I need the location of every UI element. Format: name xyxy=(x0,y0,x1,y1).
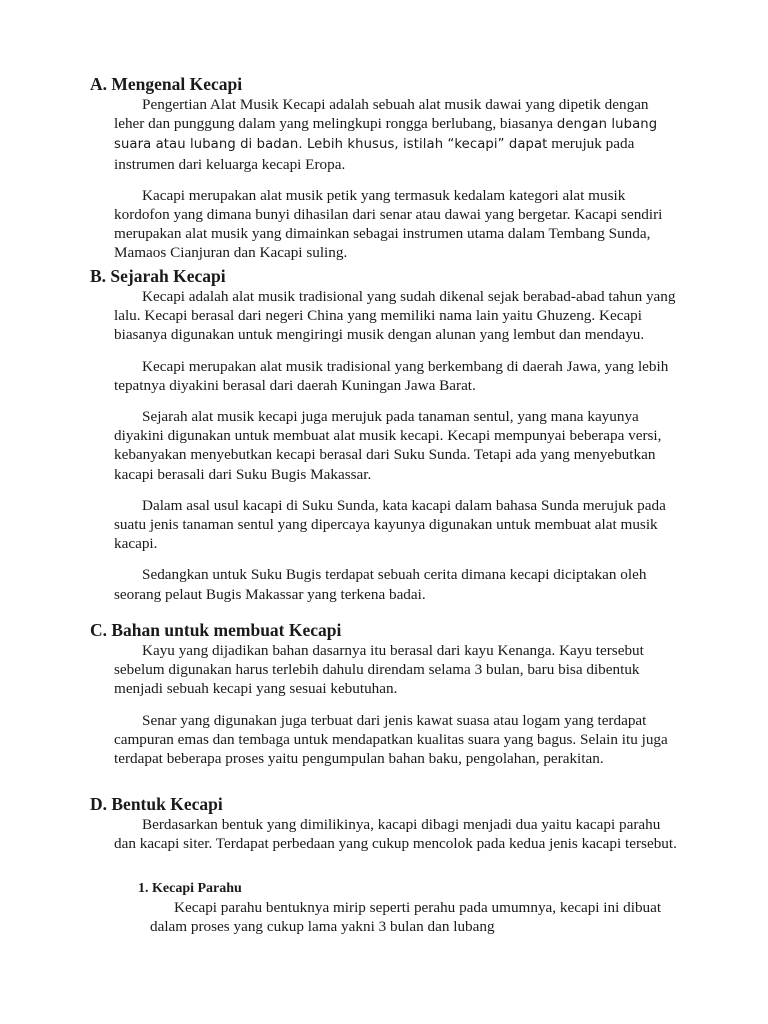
paragraph-b3: Sejarah alat musik kecapi juga merujuk pada tanaman sentul, yang mana kayunya diyakini digunakan untuk membuat alat musik kecapi. Kecapi mempunyai beberapa versi, kebanyakan menyebutkan kecapi berasal dari Suku Sunda. Tetapi ada yang menyebutkan kacapi berasali dari Suku Bugis Makassar. xyxy=(114,408,662,483)
paragraph-d1-sub: Kecapi parahu bentuknya mirip seperti perahu pada umumnya, kecapi ini dibuat dalam proses yang cukup lama yakni 3 bulan dan lubang xyxy=(150,899,662,936)
section-heading-d: D. Bentuk Kecapi xyxy=(90,794,223,814)
section-a xyxy=(90,73,680,263)
section-c xyxy=(90,619,680,768)
paragraph-b1: Kecapi adalah alat musik tradisional yang sudah dikenal sejak berabad-abad tahun yang lalu. Kecapi berasal dari negeri China yang memiliki nama lain yaitu Ghuzeng. Kecapi biasanya digunakan untuk mengiringi musik dengan alunan yang lembut dan mendayu. xyxy=(114,288,676,344)
paragraph-a1-line3: dengan lubang suara atau lubang di badan. Lebih khusus, istilah “kecapi” dapat xyxy=(114,117,658,153)
section-d xyxy=(90,793,680,853)
subsection-d1 xyxy=(138,880,688,936)
paragraph-a1-line4: merujuk pada instrumen dari keluarga kecapi Eropa. xyxy=(114,135,635,173)
paragraph-b2: Kecapi merupakan alat musik tradisional yang berkembang di daerah Jawa, yang lebih tepatnya diyakini berasal dari daerah Kuningan Jawa Barat. xyxy=(114,357,669,394)
paragraph-a2: Kacapi merupakan alat musik petik yang termasuk kedalam kategori alat musik kordofon yang dimana bunyi dihasilan dari senar atau dawai yang bergetar. Kacapi sendiri merupakan alat musik yang dimainkan sebagai instrumen utama dalam Tembang Sunda, Mamaos Cianjuran dan Kacapi suling. xyxy=(114,186,663,262)
subsection-heading-d1: 1. Kecapi Parahu xyxy=(138,881,242,896)
paragraph-b5: Sedangkan untuk Suku Bugis terdapat sebuah cerita dimana kecapi diciptakan oleh seorang pelaut Bugis Makassar yang terkena badai. xyxy=(114,566,647,603)
paragraph-a1-line1: Pengertian Alat Musik Kecapi adalah sebuah alat musik dawai yang dipetik xyxy=(142,96,601,113)
paragraph-c1: Kayu yang dijadikan bahan dasarnya itu berasal dari kayu Kenanga. Kayu tersebut sebelum digunakan harus terlebih dahulu direndam selama 3 bulan, baru bisa dibentuk menjadi sebuah kecapi yang sesuai kebutuhan. xyxy=(114,642,644,698)
paragraph-c2: Senar yang digunakan juga terbuat dari jenis kawat suasa atau logam yang terdapat campuran emas dan tembaga untuk mendapatkan kualitas suara yang bagus. Selain itu juga terdapat beberapa proses yaitu pengumpulan bahan baku, pengolahan, perakitan. xyxy=(114,711,668,768)
paragraph-d1: Berdasarkan bentuk yang dimilikinya, kacapi dibagi menjadi dua yaitu kacapi parahu dan kacapi siter. Terdapat perbedaan yang cukup mencolok pada kedua jenis kacapi tersebut. xyxy=(114,816,677,853)
section-heading-c: C. Bahan untuk membuat Kecapi xyxy=(90,620,342,640)
section-b xyxy=(90,265,680,604)
paragraph-a1 xyxy=(114,95,680,174)
section-heading-a: A. Mengenal Kecapi xyxy=(90,74,243,94)
paragraph-b4: Dalam asal usul kacapi di Suku Sunda, kata kacapi dalam bahasa Sunda merujuk pada suatu jenis tanaman sentul yang dipercaya kayunya digunakan untuk membuat alat musik kacapi. xyxy=(114,496,666,553)
section-heading-b: B. Sejarah Kecapi xyxy=(90,266,226,286)
paragraph-a1-line2: dengan leher dan punggung dalam yang melingkupi rongga berlubang, biasanya xyxy=(114,96,649,133)
